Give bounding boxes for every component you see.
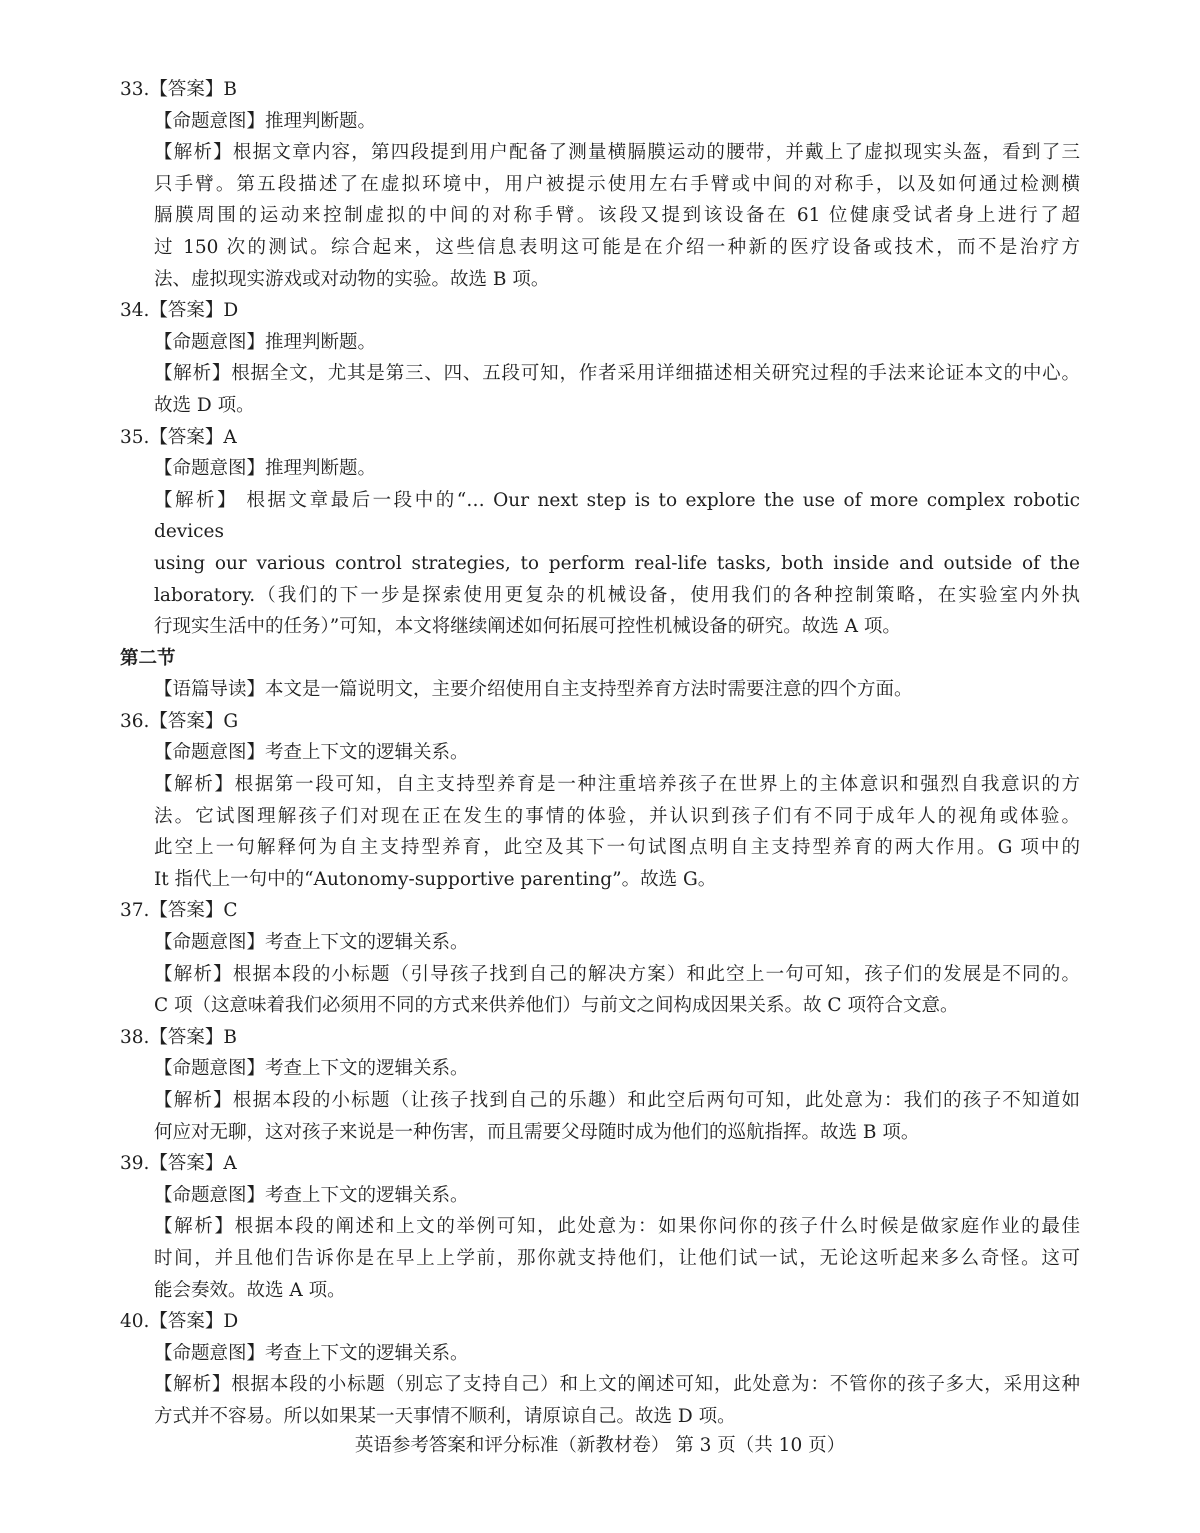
q33-analysis-line: 【解析】根据文章内容，第四段提到用户配备了测量横膈膜运动的腰带，并戴上了虚拟现实头盔，看到了三 [154,142,1080,164]
q36-analysis-line: It 指代上一句中的“Autonomy-supportive parenting”。故选 G。 [154,868,717,890]
q33-analysis-line: 法、虚拟现实游戏或对动物的实验。故选 B 项。 [154,268,550,290]
q35-intent: 【命题意图】推理判断题。 [154,458,377,480]
q34-analysis-line: 【解析】根据全文，尤其是第三、四、五段可知，作者采用详细描述相关研究过程的手法来论证本文的中心。 [154,363,1080,385]
q36-analysis-line: 此空上一句解释何为自主支持型养育，此空及其下一句试图点明自主支持型养育的两大作用。G 项中的 [154,837,1080,859]
q33-analysis-line: 只手臂。第五段描述了在虚拟环境中，用户被提示使用左右手臂或中间的对称手，以及如何通过检测横 [154,173,1080,195]
q34-analysis-line: 故选 D 项。 [154,394,255,416]
q36-analysis-line: 法。它试图理解孩子们对现在正在发生的事情的体验，并认识到孩子们有不同于成年人的视角或体验。 [154,805,1080,827]
q39-analysis-line: 【解析】根据本段的阐述和上文的举例可知，此处意为：如果你问你的孩子什么时候是做家庭作业的最佳 [154,1216,1080,1238]
q39-analysis-line: 时间，并且他们告诉你是在早上上学前，那你就支持他们，让他们试一试，无论这听起来多么奇怪。这可 [154,1247,1080,1269]
q34-answer: 34.【答案】D [120,300,239,322]
q36-answer: 36.【答案】G [120,710,239,732]
q37-intent: 【命题意图】考查上下文的逻辑关系。 [154,932,469,954]
q40-analysis-line: 方式并不容易。所以如果某一天事情不顺利，请原谅自己。故选 D 项。 [154,1405,736,1427]
q37-analysis-line: 【解析】根据本段的小标题（引导孩子找到自己的解决方案）和此空上一句可知，孩子们的发展是不同的。 [154,963,1080,985]
q39-analysis-line: 能会奏效。故选 A 项。 [154,1279,346,1301]
q35-answer: 35.【答案】A [120,426,237,448]
q39-intent: 【命题意图】考查上下文的逻辑关系。 [154,1184,469,1206]
q37-answer: 37.【答案】C [120,900,238,922]
q33-analysis-line: 过 150 次的测试。综合起来，这些信息表明这可能是在介绍一种新的医疗设备或技术，而不是治疗方 [154,236,1080,258]
q35-analysis-line: laboratory.（我们的下一步是探索使用更复杂的机械设备，使用我们的各种控制策略，在实验室内外执 [154,584,1080,606]
section-heading: 第二节 [120,647,176,669]
q40-answer: 40.【答案】D [120,1311,239,1333]
q40-intent: 【命题意图】考查上下文的逻辑关系。 [154,1342,469,1364]
q35-analysis-line: using our various control strategies, to perform real-life tasks, both inside and outside of the [154,552,1080,574]
q34-intent: 【命题意图】推理判断题。 [154,331,377,353]
q38-intent: 【命题意图】考查上下文的逻辑关系。 [154,1058,469,1080]
q40-analysis-line: 【解析】根据本段的小标题（别忘了支持自己）和上文的阐述可知，此处意为：不管你的孩子多大，采用这种 [154,1374,1080,1396]
q36-intent: 【命题意图】考查上下文的逻辑关系。 [154,742,469,764]
page-footer: 英语参考答案和评分标准（新教材卷） 第 3 页（共 10 页） [354,1435,846,1456]
passage-guide: 【语篇导读】本文是一篇说明文，主要介绍使用自主支持型养育方法时需要注意的四个方面。 [154,679,913,701]
q36-analysis-line: 【解析】根据第一段可知，自主支持型养育是一种注重培养孩子在世界上的主体意识和强烈自我意识的方 [154,774,1080,796]
q33-intent: 【命题意图】推理判断题。 [154,110,377,132]
answer-content [120,74,1080,1433]
q37-analysis-line: C 项（这意味着我们必须用不同的方式来供养他们）与前文之间构成因果关系。故 C 项符合文意。 [154,995,959,1017]
q33-answer: 33.【答案】B [120,79,238,100]
q39-answer: 39.【答案】A [120,1153,237,1175]
q38-analysis-line: 【解析】根据本段的小标题（让孩子找到自己的乐趣）和此空后两句可知，此处意为：我们的孩子不知道如 [154,1090,1080,1111]
q35-analysis-line: 行现实生活中的任务）”可知，本文将继续阐述如何拓展可控性机械设备的研究。故选 A 项。 [154,616,901,638]
q38-analysis-line: 何应对无聊，这对孩子来说是一种伤害，而且需要父母随时成为他们的巡航指挥。故选 B 项。 [154,1121,920,1143]
q38-answer: 38.【答案】B [120,1026,238,1048]
q35-analysis-line: 【解析】 根据文章最后一段中的“… Our next step is to explore the use of more complex robotic devices [154,489,1080,543]
q33-analysis-line: 膈膜周围的运动来控制虚拟的中间的对称手臂。该段又提到该设备在 61 位健康受试者身上进行了超 [154,205,1080,227]
